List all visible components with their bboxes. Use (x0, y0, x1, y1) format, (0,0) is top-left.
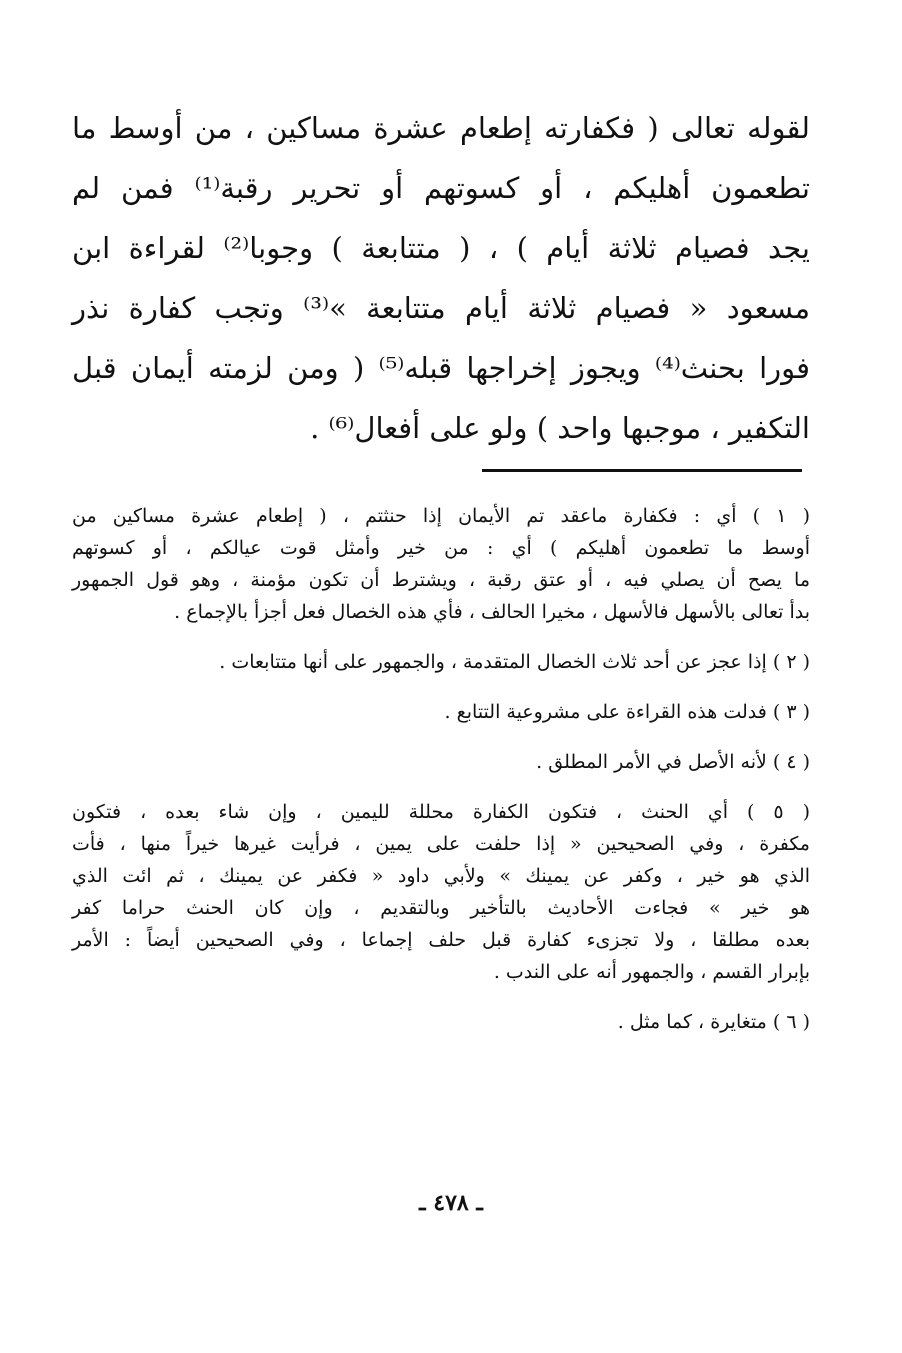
footnote-divider (482, 469, 802, 472)
footnote-line: ( ٦ ) متغايرة ، كما مثل . (617, 1011, 810, 1033)
footnote-line: ( ٤ ) لأنه الأصل في الأمر المطلق . (536, 751, 810, 773)
footnote-line: هو خير » فجاءت الأحاديث بالتأخير وبالتقديم ، وإن كان الحنث حراما كفر (72, 897, 810, 919)
footnote-1 (72, 500, 810, 628)
footnote-line: ( ١ ) أي : فكفارة ماعقد تم الأيمان إذا حنثتم ، ( إطعام عشرة مساكين من (72, 505, 810, 527)
main-text-line: مسعود « فصيام ثلاثة أيام متتابعة »⁽³⁾ وتجب كفارة نذر (72, 291, 811, 325)
footnotes (72, 500, 810, 1056)
footnote-line: بإبرار القسم ، والجمهور أنه على الندب . (493, 961, 810, 983)
footnote-5 (72, 796, 810, 988)
footnote-line: بدأ تعالى بالأسهل فالأسهل ، مخيرا الحالف ، فأي هذه الخصال فعل أجزأ بالإجماع . (174, 601, 810, 623)
footnote-line: ( ٥ ) أي الحنث ، فتكون الكفارة محللة لليمين ، وإن شاء بعده ، فتكون (72, 801, 810, 823)
footnote-6 (72, 1006, 810, 1038)
main-text-line: فورا بحنث⁽⁴⁾ ويجوز إخراجها قبله⁽⁵⁾ ( ومن لزمته أيمان قبل (72, 351, 810, 385)
footnote-line: ما يصح أن يصلي فيه ، أو عتق رقبة ، ويشترط أن تكون مؤمنة ، وهو قول الجمهور (72, 569, 810, 591)
footnote-4 (72, 746, 810, 778)
footnote-line: ( ٣ ) فدلت هذه القراءة على مشروعية التتابع . (444, 701, 810, 723)
main-text-line: لقوله تعالى ( فكفارته إطعام عشرة مساكين ، من أوسط ما (72, 111, 810, 145)
footnote-line: ( ٢ ) إذا عجز عن أحد ثلاث الخصال المتقدمة ، والجمهور على أنها متتابعات . (219, 651, 810, 673)
footnote-line: الذي هو خير ، وكفر عن يمينك » ولأبي داود « فكفر عن يمينك ، ثم ائت الذي (72, 865, 810, 887)
page-number: ـ ٤٧٨ ـ (419, 1190, 483, 1216)
footnote-line: أوسط ما تطعمون أهليكم ) أي : من خير وأمثل قوت عيالكم ، أو كسوتهم (72, 537, 810, 559)
main-text-line: تطعمون أهليكم ، أو كسوتهم أو تحرير رقبة⁽¹⁾ فمن لم (72, 171, 810, 205)
footnote-3 (72, 696, 810, 728)
main-text-line: يجد فصيام ثلاثة أيام ) ، ( متتابعة ) وجوبا⁽²⁾ لقراءة ابن (72, 231, 810, 265)
main-text-line: التكفير ، موجبها واحد ) ولو على أفعال⁽⁶⁾ . (310, 411, 810, 445)
footnote-line: مكفرة ، وفي الصحيحين « إذا حلفت على يمين ، فرأيت غيرها خيراً منها ، فأت (72, 833, 810, 855)
footnote-2 (72, 646, 810, 678)
footnote-line: بعده مطلقا ، ولا تجزىء كفارة قبل حلف إجماعا ، وفي الصحيحين أيضاً : الأمر (72, 929, 810, 951)
main-text (72, 98, 810, 458)
